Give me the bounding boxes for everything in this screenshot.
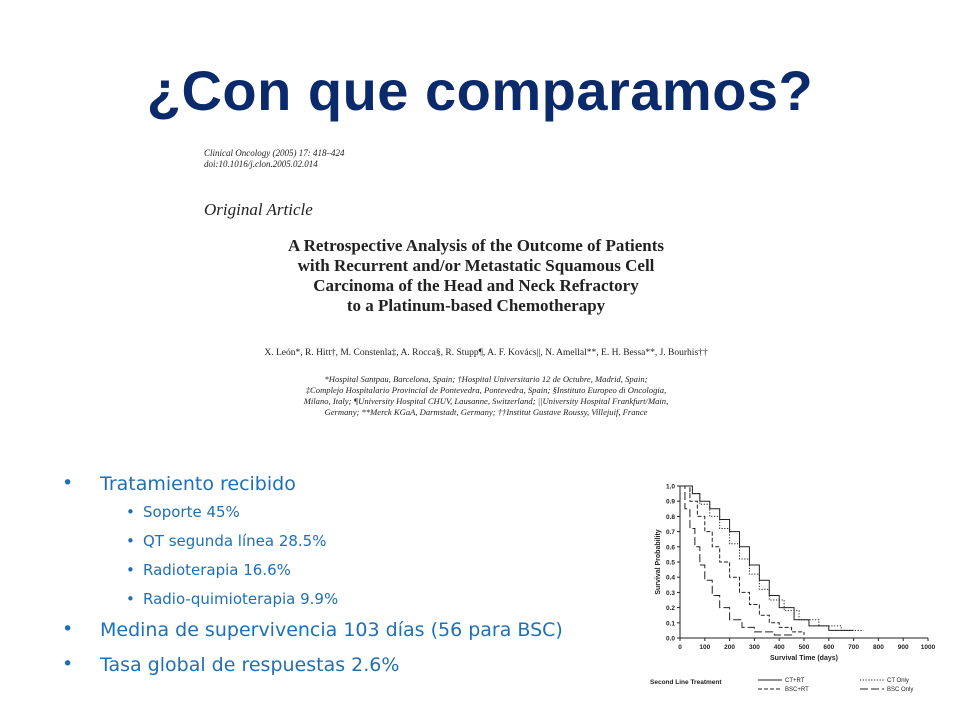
sub-bullet: • Soporte 45% — [60, 503, 563, 532]
article-title-line: with Recurrent and/or Metastatic Squamous Cell — [297, 256, 655, 275]
bullet-response-rate: • Tasa global de respuestas 2.6% — [60, 654, 563, 684]
article-title — [196, 236, 756, 316]
survival-curve-ct-only — [680, 486, 864, 630]
bullet-median-survival: • Medina de supervivencia 103 días (56 para BSC) — [60, 619, 563, 654]
legend-title: Second Line Treatment — [650, 679, 722, 686]
affiliation-line: Germany; **Merck KGaA, Darmstadt, Germany; ††Institut Gustave Roussy, Villejuif, France — [324, 407, 648, 417]
survival-chart-svg — [640, 478, 940, 708]
article-header-image — [196, 140, 776, 440]
x-tick-label: 300 — [748, 644, 760, 651]
x-tick-label: 500 — [798, 644, 810, 651]
legend-label: CT Only — [887, 678, 909, 685]
citation-journal: Clinical Oncology (2005) 17: 418–424 — [204, 148, 345, 158]
x-tick-label: 600 — [823, 644, 835, 651]
x-tick-label: 1000 — [920, 644, 936, 651]
bullet-list — [60, 473, 563, 684]
y-axis-label: Survival Probability — [655, 529, 662, 595]
article-title-line: to a Platinum-based Chemotherapy — [346, 296, 606, 315]
y-tick-label: 0.2 — [665, 605, 675, 613]
x-tick-label: 100 — [699, 644, 711, 651]
y-tick-label: 1.0 — [665, 483, 675, 491]
article-section: Original Article — [204, 200, 313, 219]
y-tick-label: 0.0 — [665, 635, 675, 643]
x-tick-label: 700 — [848, 644, 860, 651]
x-tick-label: 900 — [897, 644, 909, 651]
x-tick-label: 200 — [724, 644, 736, 651]
legend-label: CT+RT — [785, 678, 805, 685]
survival-chart — [640, 478, 940, 708]
y-tick-label: 0.5 — [665, 559, 675, 567]
y-tick-label: 0.4 — [665, 574, 675, 582]
article-citation — [204, 148, 344, 170]
legend-label: BSC Only — [887, 687, 914, 694]
affiliation-line: ‡Complejo Hospitalario Provincial de Pontevedra, Pontevedra, Spain; §Instituto Europeo di Oncologia, — [305, 385, 667, 395]
bullet-treatment: • Tratamiento recibido — [60, 473, 563, 503]
slide-title: ¿Con que comparamos? — [146, 59, 814, 122]
article-affiliations — [196, 374, 776, 418]
sub-bullet: • Radioterapia 16.6% — [60, 561, 563, 590]
y-tick-label: 0.3 — [665, 589, 675, 597]
affiliation-line: Milano, Italy; ¶University Hospital CHUV, Lausanne, Switzerland; ||University Hospital Frankfurt/Main, — [303, 396, 669, 406]
y-tick-label: 0.7 — [665, 529, 675, 537]
y-tick-label: 0.8 — [665, 513, 675, 521]
survival-curve-bsc-rt — [680, 486, 804, 635]
survival-curve-bsc-only — [680, 486, 792, 638]
article-title-line: Carcinoma of the Head and Neck Refractory — [313, 276, 639, 295]
article-authors: X. León*, R. Hitt†, M. Constenla‡, A. Rocca§, R. Stupp¶, A. F. Kovács||, N. Amellal**, E. H. Bessa**, J. Bourhis†† — [264, 348, 708, 358]
x-tick-label: 400 — [773, 644, 785, 651]
citation-doi: doi:10.1016/j.clon.2005.02.014 — [204, 159, 318, 169]
sub-bullet: • Radio-quimioterapia 9.9% — [60, 590, 563, 619]
affiliation-line: *Hospital Santpau, Barcelona, Spain; †Hospital Universitario 12 de Octubre, Madrid, Spain; — [324, 374, 648, 384]
survival-curve-ct-rt — [680, 486, 854, 630]
x-tick-label: 800 — [872, 644, 884, 651]
article-title-line: A Retrospective Analysis of the Outcome of Patients — [288, 236, 664, 255]
x-tick-label: 0 — [678, 644, 682, 651]
y-tick-label: 0.6 — [665, 544, 675, 552]
y-tick-label: 0.9 — [665, 498, 675, 506]
sub-bullet: • QT segunda línea 28.5% — [60, 532, 563, 561]
legend-label: BSC+RT — [785, 687, 809, 694]
y-tick-label: 0.1 — [665, 620, 675, 628]
x-axis-label: Survival Time (days) — [770, 655, 838, 662]
